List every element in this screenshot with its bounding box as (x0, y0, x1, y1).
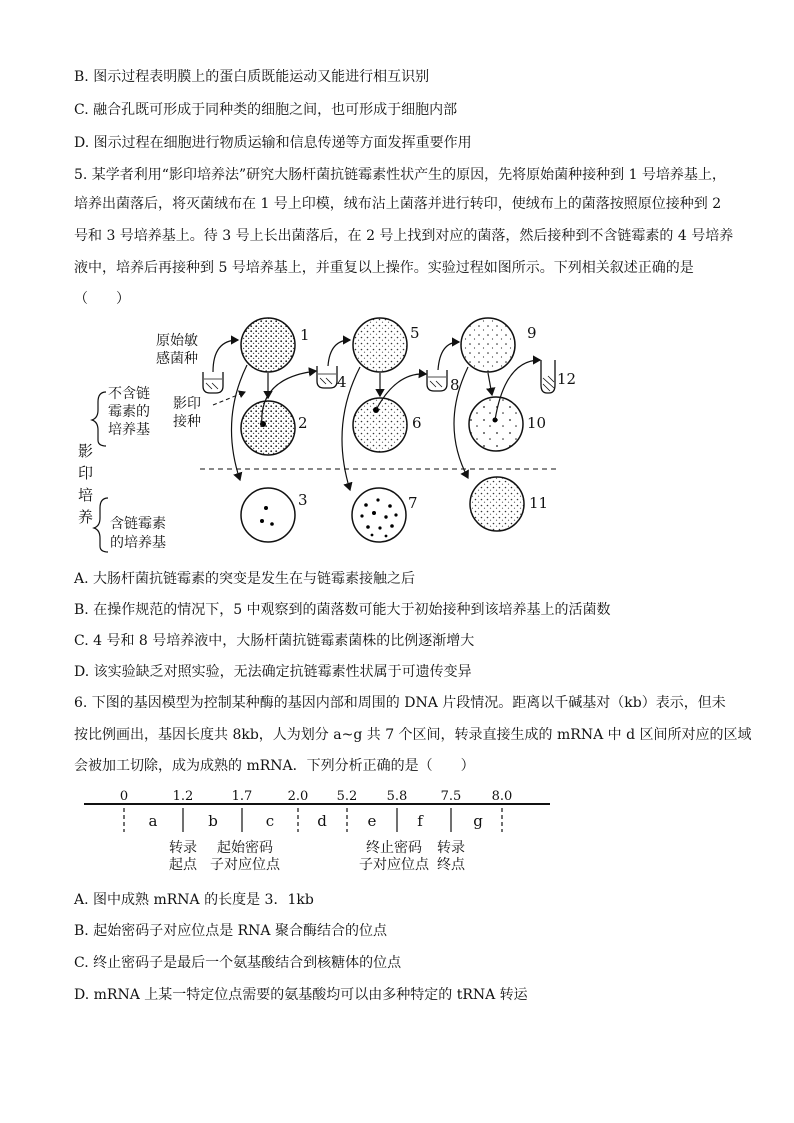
start-codon-label-1: 起始密码 (217, 840, 273, 856)
segment-a: a (148, 812, 158, 830)
q6-stem-line-3: 会被加工切除，成为成熟的 mRNA．下列分析正确的是（ ） (74, 758, 475, 774)
num-11: 11 (529, 494, 549, 512)
q5-stem-line-2: 培养出菌落后，将灭菌绒布在 1 号上印模，绒布沾上菌落并进行转印，使绒布上的菌落按照原位接种到 2 (74, 196, 722, 212)
q6-stem-line-2: 按比例画出，基因长度共 8kb，人为划分 a~g 共 7 个区间，转录直接生成的 mRNA 中 d 区间所对应的区域 (74, 727, 752, 743)
q5-option-c: C. 4 号和 8 号培养液中，大肠杆菌抗链霉素菌株的比例逐渐增大 (74, 633, 475, 649)
original-strain-label-2: 感菌种 (156, 351, 198, 367)
segment-e: e (367, 812, 377, 830)
shadow-char-4: 养 (78, 508, 94, 526)
tss-label-1: 转录 (169, 840, 197, 856)
tts-label-2: 终点 (437, 857, 465, 873)
shadow-char-3: 培 (78, 486, 94, 504)
num-10: 10 (527, 414, 547, 432)
q6-option-c: C. 终止密码子是最后一个氨基酸结合到核糖体的位点 (74, 955, 402, 971)
pos-1-2: 1.2 (172, 789, 194, 804)
replica-label-1: 影印 (173, 396, 201, 412)
q5-option-a: A. 大肠杆菌抗链霉素的突变是发生在与链霉素接触之后 (74, 571, 416, 587)
pos-5-8: 5.8 (386, 789, 408, 804)
pos-8-0: 8.0 (491, 789, 513, 804)
q4-option-b: B. 图示过程表明膜上的蛋白质既能运动又能进行相互识别 (74, 69, 430, 85)
q6-option-b: B. 起始密码子对应位点是 RNA 聚合酶结合的位点 (74, 923, 387, 939)
num-4: 4 (337, 373, 347, 391)
q6-option-a: A. 图中成熟 mRNA 的长度是 3．1kb (74, 892, 314, 908)
pos-0: 0 (119, 789, 129, 804)
pos-5-2: 5.2 (336, 789, 358, 804)
replica-label-2: 接种 (173, 414, 201, 430)
segment-d: d (317, 812, 327, 830)
num-8: 8 (450, 376, 460, 394)
num-7: 7 (408, 494, 418, 512)
segment-g: g (473, 812, 483, 830)
tts-label-1: 转录 (437, 840, 465, 856)
q4-option-d: D. 图示过程在细胞进行物质运输和信息传递等方面发挥重要作用 (74, 135, 472, 151)
q6-stem-line-1: 6. 下图的基因模型为控制某种酶的基因内部和周围的 DNA 片段情况。距离以千碱基对（kb）表示，但未 (74, 695, 726, 711)
shadow-char-2: 印 (78, 464, 94, 482)
pos-2-0: 2.0 (287, 789, 309, 804)
num-5: 5 (410, 324, 420, 342)
no-strep-label-2: 霉素的 (108, 404, 150, 420)
shadow-char-1: 影 (78, 442, 94, 460)
q5-stem-line-1: 5. 某学者利用“影印培养法”研究大肠杆菌抗链霉素性状产生的原因，先将原始菌种接种到 1 号培养基上， (74, 167, 726, 183)
q5-option-b: B. 在操作规范的情况下，5 中观察到的菌落数可能大于初始接种到该培养基上的活菌数 (74, 602, 611, 618)
num-1: 1 (300, 326, 310, 344)
num-9: 9 (527, 324, 537, 342)
with-strep-label-2: 的培养基 (110, 535, 166, 551)
num-2: 2 (298, 414, 308, 432)
stop-codon-label-2: 子对应位点 (359, 857, 429, 873)
with-strep-label-1: 含链霉素 (110, 516, 166, 532)
no-strep-label-1: 不含链 (108, 386, 150, 402)
segment-f: f (417, 812, 423, 830)
segment-c: c (265, 812, 275, 830)
pos-1-7: 1.7 (231, 789, 253, 804)
q5-stem-line-5: （ ） (74, 291, 130, 307)
pos-7-5: 7.5 (440, 789, 462, 804)
no-strep-label-3: 培养基 (108, 422, 150, 438)
original-strain-label-1: 原始敏 (156, 333, 198, 349)
q4-option-c: C. 融合孔既可形成于同种类的细胞之间，也可形成于细胞内部 (74, 102, 458, 118)
stop-codon-label-1: 终止密码 (366, 840, 422, 856)
q5-option-d: D. 该实验缺乏对照实验，无法确定抗链霉素性状属于可遗传变异 (74, 664, 472, 680)
num-3: 3 (298, 491, 308, 509)
q6-option-d: D. mRNA 上某一特定位点需要的氨基酸均可以由多种特定的 tRNA 转运 (74, 987, 528, 1003)
num-12: 12 (557, 370, 577, 388)
num-6: 6 (412, 414, 422, 432)
tss-label-2: 起点 (169, 857, 197, 873)
q5-stem-line-3: 号和 3 号培养基上。待 3 号上长出菌落后，在 2 号上找到对应的菌落，然后接种到不含链霉素的 4 号培养 (74, 228, 734, 244)
start-codon-label-2: 子对应位点 (210, 857, 280, 873)
q5-stem-line-4: 液中，培养后再接种到 5 号培养基上，并重复以上操作。实验过程如图所示。下列相关叙述正确的是 (74, 260, 694, 276)
segment-b: b (208, 812, 218, 830)
